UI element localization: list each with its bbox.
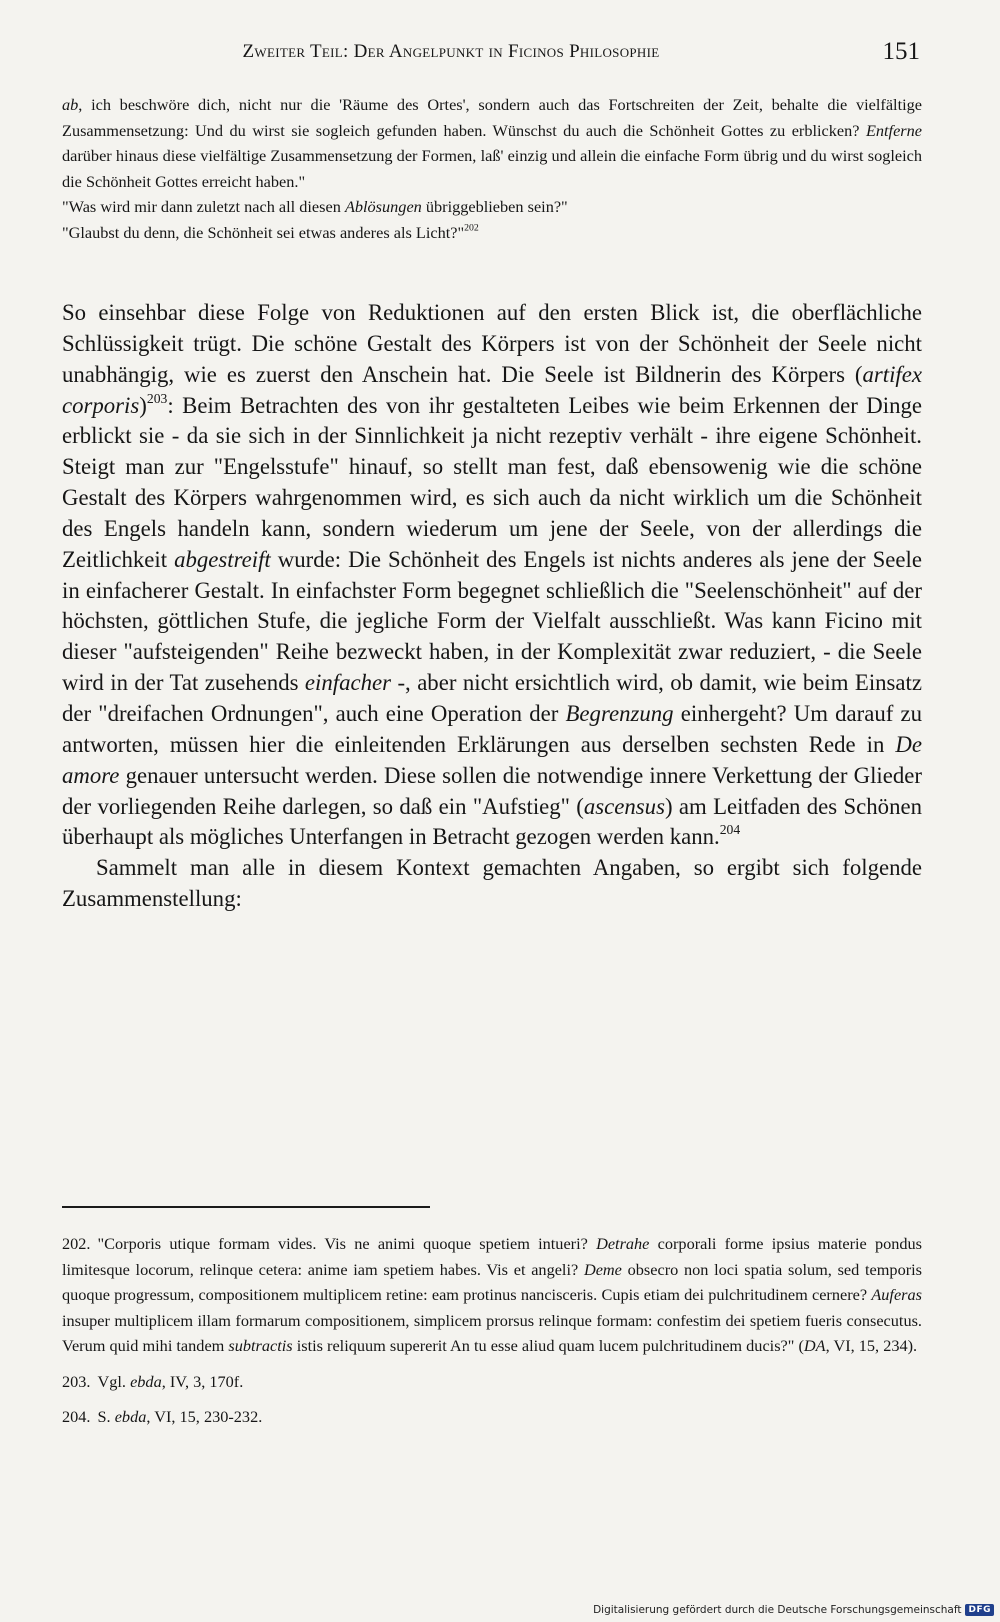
footnote-ref-203: 203 [146, 390, 168, 406]
dfg-logo: DFG [965, 1604, 994, 1616]
body-text-run: So einsehbar diese Folge von Reduktionen auf den ersten Blick ist, die oberflächliche Schlüssigkeit trügt. Die schöne Gestalt des Körpers ist von der Schönheit der Seele nicht unabhängig, wie es zuerst den Anschein hat. Die Seele ist Bildnerin des Körpers ( [62, 300, 922, 387]
running-head [62, 38, 920, 68]
footnote-emphasis: ebda [130, 1371, 162, 1391]
footnote-text: S. [97, 1407, 115, 1426]
footnote-emphasis: Detrahe [596, 1234, 650, 1253]
footnote-text: , VI, 15, 234). [825, 1336, 918, 1355]
running-title: Zweiter Teil: Der Angelpunkt in Ficinos Philosophie [242, 41, 660, 62]
body-paragraph [62, 298, 922, 853]
footnote-emphasis: Deme [583, 1259, 622, 1279]
footnote-202 [62, 1231, 922, 1359]
footnote-number: 203. [62, 1371, 91, 1391]
quote-text: , ich beschwöre dich, nicht nur die 'Räume des Ortes', sondern auch das Fortschreiten der Zeit, behalte die vielfältige Zusammensetzung: Und du wirst sie sogleich gefunden haben. Wünschst du auch die Schönheit Gottes zu erblicken? [62, 95, 922, 140]
footnote-text: "Corporis utique formam vides. Vis ne animi quoque spetiem intueri? [97, 1234, 597, 1253]
block-quote [62, 92, 922, 245]
body-text-run: ) [139, 392, 147, 418]
body-text-run: -, aber nicht ersichtlich wird, ob damit, wie beim Einsatz der "dreifachen Ordnungen", auch eine Operation der [62, 670, 922, 726]
body-text-run: genauer untersucht werden. Diese sollen die notwendige innere Verkettung der Glieder der vorliegenden Reihe darlegen, so daß ein "Aufstieg" ( [62, 762, 922, 819]
footnote-text: , IV, 3, 170f. [161, 1371, 244, 1391]
quote-paragraph [62, 194, 922, 220]
footnote-text: corporali forme ipsius materie pondus limitesque locorum, relinque cetera: anime iam spetiem habes. Vis et angeli? [62, 1234, 922, 1279]
footnote-rule [62, 1206, 430, 1208]
body-emphasis: abgestreift [174, 546, 271, 572]
footnote-number: 202. [62, 1234, 91, 1253]
quote-text: darüber hinaus diese vielfältige Zusammensetzung der Formen, laß' einzig und allein die einfache Form übrig und du wirst sogleich die Schönheit Gottes erreicht haben." [62, 146, 922, 191]
footnote-emphasis: ebda [114, 1407, 147, 1426]
quote-emphasis: Ablösungen [344, 197, 422, 216]
quote-paragraph [62, 220, 922, 246]
footnote-204 [62, 1404, 922, 1430]
footnote-text: , VI, 15, 230-232. [146, 1407, 263, 1426]
page-number: 151 [882, 38, 920, 65]
quote-emphasis: ab [62, 95, 79, 114]
footnotes [62, 1231, 922, 1440]
quote-emphasis: Entferne [865, 120, 922, 140]
body-text-run: wurde: Die Schönheit des Engels ist nichts anderes als jene der Seele in einfacherer Gestalt. In einfachster Form begegnet schließlich die "Seelenschönheit" auf der höchsten, göttlichen Stufe, die jegliche Form der Vielfalt ausschließt. Was kann Ficino mit dieser "aufsteigenden" Reihe bezweckt haben, in der Komplexität zwar reduziert, - die Seele wird in der Tat zusehends [62, 546, 922, 696]
digitization-notice [593, 1604, 994, 1616]
footnote-emphasis: DA [803, 1336, 826, 1355]
footnote-text: obsecro non loci spatia solum, sed temporis quoque progressum, compositionem multiplicem retine: eam protinus nancisceris. Cupis etiam dei pulchritudinem cernere? [62, 1259, 922, 1304]
body-text-run: : Beim Betrachten des von ihr gestalteten Leibes wie beim Erkennen der Dinge erblickt sie - da sie sich in der Sinnlichkeit ja nicht rezeptiv verhält - ihre eigene Schönheit. Steigt man zur "Engelsstufe" hinauf, so stellt man fest, daß ebensowenig wie die schöne Gestalt des Körpers wahrgenommen wird, es sich auch da nicht wirklich um die Schönheit des Engels handeln kann, sondern wiederum um jene der Seele, von der allerdings die Zeitlichkeit [62, 392, 922, 572]
body-emphasis: artifex corporis [62, 361, 922, 418]
footnote-text: Vgl. [97, 1371, 131, 1391]
quote-paragraph [62, 92, 922, 194]
footnote-203 [62, 1369, 922, 1395]
footnote-text: istis reliquum supererit An tu esse aliud quam lucem pulchritudinem ducis?" ( [292, 1336, 804, 1355]
quote-text: "Glaubst du denn, die Schönheit sei etwas anderes als Licht?" [62, 222, 465, 242]
body-text-run: ) am Leitfaden des Schönen überhaupt als mögliches Unterfangen in Betracht gezogen werden kann. [62, 793, 922, 850]
footnote-number: 204. [62, 1407, 91, 1426]
footnote-ref-204: 204 [719, 822, 741, 838]
quote-text: "Was wird mir dann zuletzt nach all diesen [62, 197, 345, 216]
body-emphasis: einfacher [304, 670, 392, 696]
footnote-text: insuper multiplicem illam formarum compositionem, simplicem prorsus relinque formam: confestim dei spetiem fueris consecutus. Verum quid mihi tandem [62, 1310, 922, 1355]
body-emphasis: De amore [62, 731, 922, 788]
body-emphasis: Begrenzung [565, 700, 674, 726]
body-emphasis: ascensus [583, 793, 665, 819]
footnote-emphasis: Auferas [871, 1285, 922, 1304]
quote-text: übriggeblieben sein?" [421, 197, 568, 216]
body-paragraph: Sammelt man alle in diesem Kontext gemachten Angaben, so ergibt sich folgende Zusammenstellung: [62, 855, 922, 912]
body-text-run: einhergeht? Um darauf zu antworten, müssen hier die einleitenden Erklärungen aus derselben sechsten Rede in [62, 700, 923, 757]
footnote-ref-202: 202 [464, 222, 479, 234]
body-text [62, 298, 922, 915]
footnote-emphasis: subtractis [228, 1336, 293, 1355]
digitization-text: Digitalisierung gefördert durch die Deutsche Forschungsgemeinschaft [593, 1604, 962, 1616]
